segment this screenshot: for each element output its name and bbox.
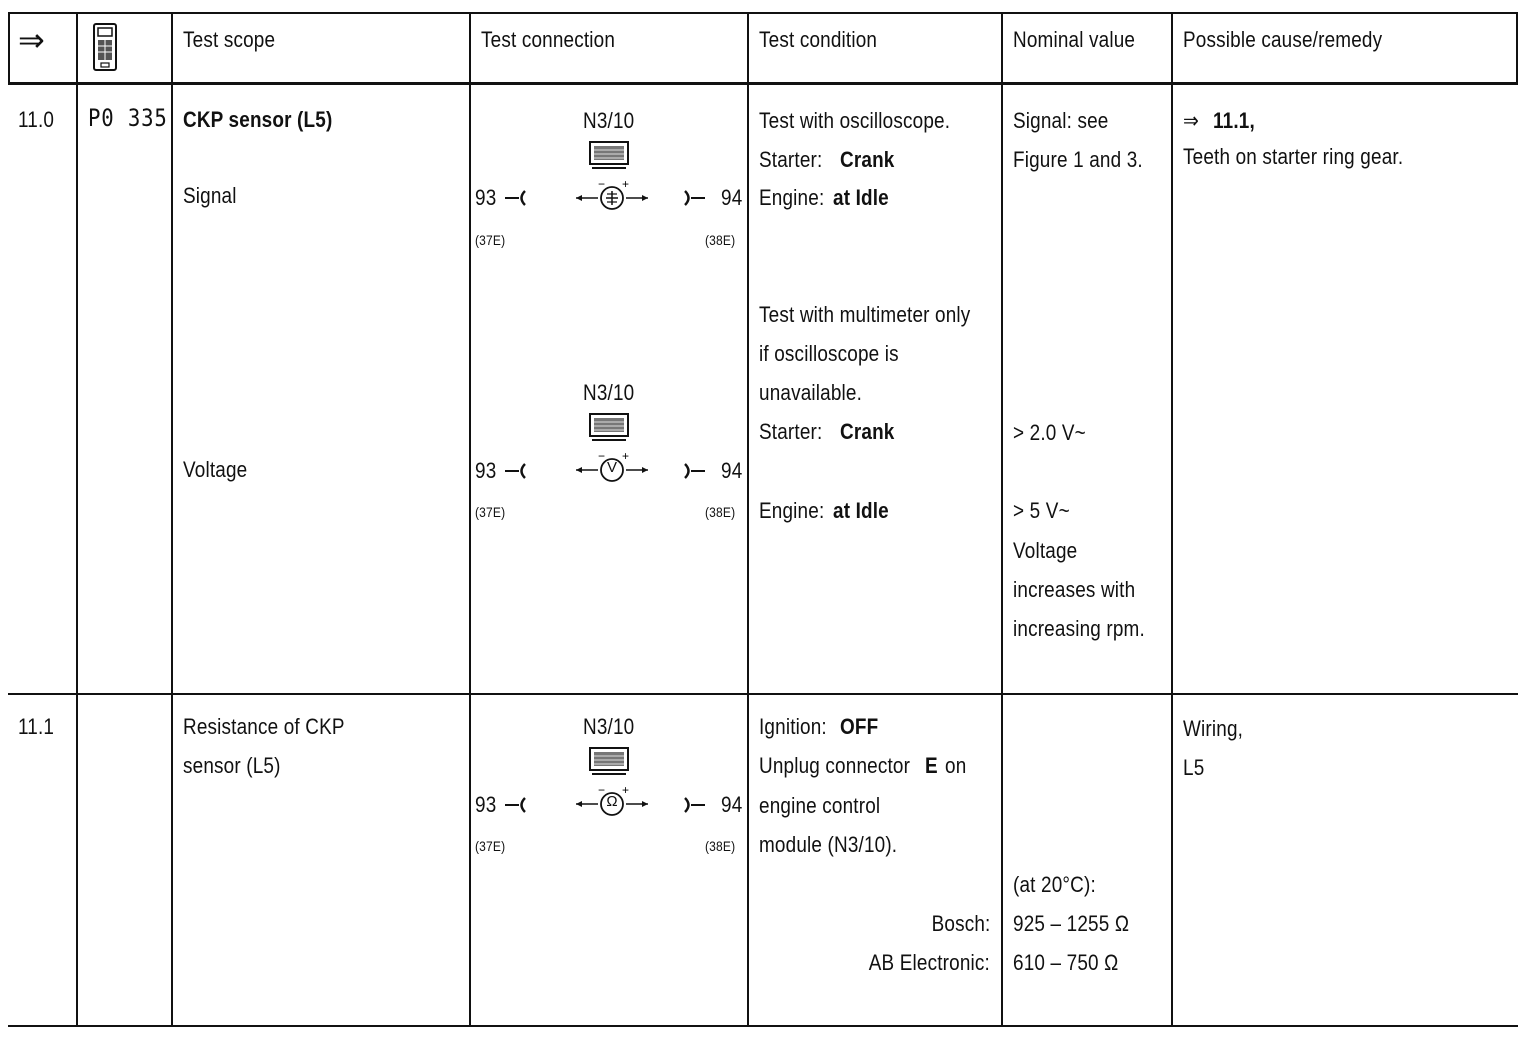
- table-top-border: [8, 12, 1518, 14]
- cause-arrow: ⇒: [1183, 108, 1200, 133]
- svg-text:−: −: [598, 178, 606, 191]
- pin-left: 93: [475, 458, 497, 483]
- nominal-voltage-note3: increasing rpm.: [1013, 616, 1145, 641]
- condition-mm-starter-value: Crank: [840, 419, 895, 444]
- pin-left: 93: [475, 792, 497, 817]
- cause-reference-link[interactable]: 11.1,: [1213, 108, 1255, 133]
- probe-right-icon: [683, 795, 705, 815]
- step-number: 11.1: [18, 714, 55, 739]
- probe-left-icon: [505, 461, 527, 481]
- probe-right-icon: [683, 461, 705, 481]
- condition-osc-engine-label: Engine:: [759, 185, 825, 210]
- scope-line2: sensor (L5): [183, 753, 281, 778]
- header-bottom-border: [8, 82, 1518, 85]
- svg-text:+: +: [622, 450, 630, 463]
- nominal-voltage-note2: increases with: [1013, 577, 1136, 602]
- header-possible-cause: Possible cause/remedy: [1183, 27, 1383, 52]
- header-nominal-value: Nominal value: [1013, 27, 1136, 52]
- svg-text:+: +: [622, 784, 630, 797]
- condition-osc-engine-value: at Idle: [833, 185, 889, 210]
- col-border-0: [8, 12, 10, 85]
- header-test-scope: Test scope: [183, 27, 276, 52]
- nominal-bosch-range: 925 – 1255 Ω: [1013, 911, 1130, 936]
- pin-right-sub: (38E): [705, 838, 736, 854]
- nominal-signal-line2: Figure 1 and 3.: [1013, 147, 1143, 172]
- condition-line4: module (N3/10).: [759, 832, 898, 857]
- test-connection-signal: [471, 106, 747, 256]
- condition-line3: engine control: [759, 793, 881, 818]
- condition-ignition-value: OFF: [840, 714, 879, 739]
- col-border-1: [76, 12, 78, 1027]
- svg-text:+: +: [622, 178, 630, 191]
- svg-text:−: −: [598, 450, 606, 463]
- probe-left-icon: [505, 188, 527, 208]
- nominal-ab-range: 610 – 750 Ω: [1013, 950, 1119, 975]
- condition-line2-c: on: [945, 753, 967, 778]
- row-divider: [8, 693, 1518, 695]
- meter-letter: V: [606, 459, 617, 476]
- cause-text: Teeth on starter ring gear.: [1183, 144, 1404, 169]
- scope-title: CKP sensor (L5): [183, 107, 333, 132]
- nominal-voltage-idle: > 5 V~: [1013, 498, 1070, 523]
- test-connection-voltage: [471, 378, 747, 528]
- probe-right-icon: [683, 188, 705, 208]
- condition-mm-engine-label: Engine:: [759, 498, 825, 523]
- pin-left-sub: (37E): [475, 232, 506, 248]
- module-label: N3/10: [583, 714, 635, 739]
- condition-osc-starter-label: Starter:: [759, 147, 823, 172]
- scope-line1: Resistance of CKP: [183, 714, 345, 739]
- condition-ab-electronic: AB Electronic:: [868, 950, 990, 975]
- svg-text:−: −: [598, 784, 606, 797]
- col-border-5: [1001, 12, 1003, 1027]
- step-number: 11.0: [18, 107, 55, 132]
- pin-left-sub: (37E): [475, 838, 506, 854]
- pin-right: 94: [721, 792, 743, 817]
- pin-left: 93: [475, 185, 497, 210]
- pin-right-sub: (38E): [705, 504, 736, 520]
- cause-line2: L5: [1183, 755, 1205, 780]
- pin-right: 94: [721, 185, 743, 210]
- module-connector-icon: [588, 140, 630, 172]
- condition-mm-engine-value: at Idle: [833, 498, 889, 523]
- pin-right: 94: [721, 458, 743, 483]
- scope-voltage: Voltage: [183, 457, 248, 482]
- header-arrow-symbol: ⇒: [18, 22, 46, 58]
- col-border-4: [747, 12, 749, 1027]
- condition-osc-starter-value: Crank: [840, 147, 895, 172]
- condition-mm-line3: unavailable.: [759, 380, 863, 405]
- probe-left-icon: [505, 795, 527, 815]
- col-border-6: [1171, 12, 1173, 1027]
- nominal-voltage-crank: > 2.0 V~: [1013, 420, 1086, 445]
- col-border-2: [171, 12, 173, 1027]
- test-connection-resistance: [471, 714, 747, 864]
- dtc-code: P0 335: [88, 104, 168, 132]
- condition-line2-a: Unplug connector: [759, 753, 911, 778]
- col-border-7: [1516, 12, 1518, 85]
- module-connector-icon: [588, 746, 630, 778]
- nominal-temperature: (at 20°C):: [1013, 872, 1096, 897]
- hand-tester-icon: [92, 22, 118, 72]
- meter-letter: Ω: [606, 793, 618, 810]
- module-label: N3/10: [583, 380, 635, 405]
- condition-mm-starter-label: Starter:: [759, 419, 823, 444]
- module-label: N3/10: [583, 108, 635, 133]
- cause-line1: Wiring,: [1183, 716, 1244, 741]
- oscilloscope-icon: [574, 178, 650, 214]
- pin-left-sub: (37E): [475, 504, 506, 520]
- nominal-voltage-note1: Voltage: [1013, 538, 1078, 563]
- pin-right-sub: (38E): [705, 232, 736, 248]
- scope-signal: Signal: [183, 183, 237, 208]
- table-bottom-border: [8, 1025, 1518, 1027]
- header-test-condition: Test condition: [759, 27, 878, 52]
- condition-osc-line1: Test with oscilloscope.: [759, 108, 951, 133]
- condition-mm-line2: if oscilloscope is: [759, 341, 899, 366]
- nominal-signal-line1: Signal: see: [1013, 108, 1109, 133]
- condition-ignition-label: Ignition:: [759, 714, 827, 739]
- module-connector-icon: [588, 412, 630, 444]
- condition-line2-b: E: [925, 753, 938, 778]
- condition-bosch: Bosch:: [931, 911, 990, 936]
- condition-mm-line1: Test with multimeter only: [759, 302, 971, 327]
- header-test-connection: Test connection: [481, 27, 616, 52]
